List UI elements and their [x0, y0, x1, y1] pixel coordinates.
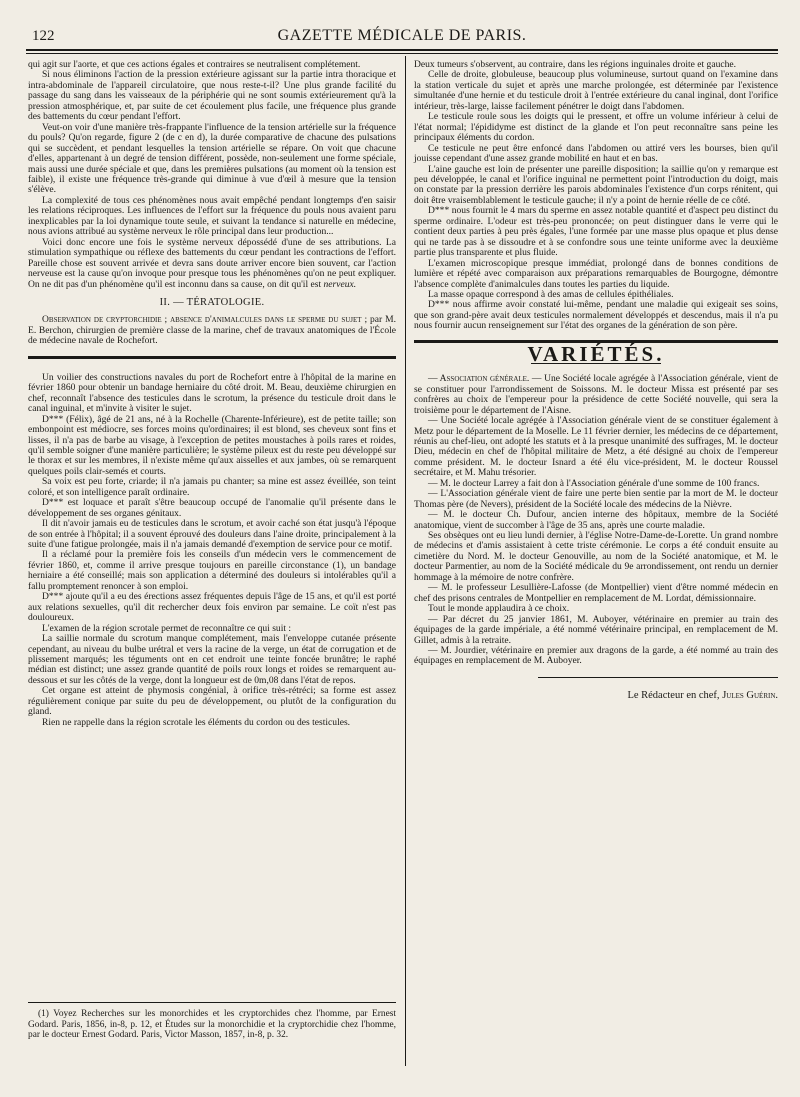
- section-title: II. — TÉRATOLOGIE.: [159, 296, 265, 308]
- page-number: 122: [32, 28, 55, 44]
- paragraph: qui agit sur l'aorte, et que ces actions égales et contraires se neutralisent complétement.: [28, 59, 361, 70]
- header-rule-thin: [26, 53, 778, 54]
- journal-title: GAZETTE MÉDICALE DE PARIS.: [277, 27, 527, 44]
- paragraph: L'aine gauche est loin de présenter une pareille disposition; la saillie qu'on y remarque est peu développée, le canal et l'orifice inguinal ne permettent point l'introduction du doigt, mais on constate par la pression derrière les parois abdominales l'existence d'un corps rénitent, qui doit être vraisemblablement le testicule gauche; il n'y a point de hernie réelle de ce côté.: [414, 163, 778, 206]
- paragraph: D*** (Félix), âgé de 21 ans, né à la Rochelle (Charente-Inférieure), est de petite taille; son embonpoint est médiocre, ses forces moins qu'ordinaires; il est blond, ses cheveux sont fins et lisses, il n'a pas de barbe au visage, à l'exception de petites moustaches à poils rares et roides, qu'il semble soigner d'une manière particulière; le système pileux est du reste peu développé sur le thorax et sur les membres, il n'existe même qu'aux aisselles et aux jambes, où se remarquent quelques poils clair-semés et courts.: [28, 413, 396, 477]
- right-column: [414, 60, 778, 701]
- paragraph: Rien ne rappelle dans la région scrotale les éléments du cordon ou des testicules.: [42, 716, 351, 728]
- paragraph: L'examen microscopique presque immédiat, prolongé dans de bonnes conditions de lumière et répété avec comparaison aux préparations remarquables de Bourgogne, démontre l'absence complète d'animalcules dans toutes les parties du liquide.: [414, 257, 778, 290]
- news-text: — Une Société locale agrégée à l'Association générale, vient de se constituer pour l'arrondissement de Soissons. M. le docteur Missa est présenté par ses confrères au choix de l'empereur pour la présidence de cette Société nouvelle, qui sera la troisième pour le département de l'Aisne.: [414, 373, 778, 416]
- observation-heading: [28, 315, 396, 346]
- news-item: Ses obsèques ont eu lieu lundi dernier, à l'église Notre-Dame-de-Lorette. Un grand nombre de médecins et d'amis assistaient à cette triste cérémonie. Le corps a été conduit ensuite au cimetière du Nord. M. le docteur Genouville, au nom de la Société anatomique, et M. le docteur Parmentier, au nom de la Société médicale du 9e arrondissement, ont rendu un dernier hommage à la mémoire de notre confrère.: [414, 530, 778, 583]
- observation-author: par M. E. Berchon, chirurgien de première classe de la marine, chef de travaux anatomiques de l'École de médecine navale de Rochefort.: [28, 314, 396, 347]
- paragraph: L'examen de la région scrotale permet de reconnaître ce qui suit :: [42, 622, 292, 634]
- news-lead: — Association générale.: [428, 373, 530, 385]
- paragraph: Un voilier des constructions navales du port de Rochefort entre à l'hôpital de la marine en février 1860 pour obtenir un bandage herniaire du côté droit. M. Beau, deuxième chirurgien en chef, reconnaît l'absence des testicules dans le scrotum, la présence du testicule droit dans le canal inguinal, et m'invite à visiter le sujet.: [28, 371, 396, 415]
- paragraph: La complexité de tous ces phénomènes nous avait empêché pendant longtemps d'en saisir les relations réciproques. Les influences de l'effort sur la fréquence du pouls nous avaient paru inexplicables par la loi dynamique toute seule, et suivant la tendance si naturelle en médecine, nous avions attribué au système nerveux le rôle principal dans leur production...: [28, 194, 396, 238]
- section-bar: [28, 356, 396, 359]
- paragraph: Il dit n'avoir jamais eu de testicules dans le scrotum, et avoir caché son état jusqu'à l'époque de son entrée à l'hôpital; il a souvent éprouvé des douleurs dans l'aine droite, principalement à la suite d'une fatigue prolongée, mais il n'a jamais demandé d'exemption de service pour ce motif.: [28, 518, 396, 551]
- footnote: [28, 1009, 396, 1041]
- paragraph: D*** nous affirme avoir constaté lui-même, pendant une maladie qui exigeait ses soins, que son grand-père avait deux testicules normalement développés et descendus, mais il n'a pu nous fournir aucun renseignement sur l'état des organes de la génération de son père.: [414, 299, 778, 332]
- paragraph: Ce testicule ne peut être enfoncé dans l'abdomen ou attiré vers les bourses, bien qu'il jouisse cependant d'une assez grande mobilité en haut et en bas.: [414, 142, 778, 165]
- paragraph: Il a réclamé pour la première fois les conseils d'un médecin vers le commencement de février 1860, et, comme il arrive presque toujours en pareille circonstance (1), un bandage herniaire a été conseillé; mais son application a déterminé des douleurs si intolérables qu'il a fallu promptement renoncer à son emploi.: [28, 549, 396, 592]
- news-item: [414, 374, 778, 416]
- paragraph-text: Voici donc encore une fois le système nerveux dépossédé d'une de ses attributions. La stimulation sympathique ou réflexe des battements du cœur pendant les contractions de l'effort. Pareille chose est souvent arrivée et devra sans doute arriver encore bien souvent, car l'action nerveuse est la cause qu'on invoque pour presque tous les phénomènes qu'on ne peut expliquer. On ne dit pas d'un phénomène qu'il est inconnu dans sa cause, on dit qu'il est: [28, 236, 396, 290]
- paragraph: La masse opaque correspond à des amas de cellules épithéliales.: [428, 288, 674, 300]
- footnote-rule: [28, 1002, 396, 1003]
- paragraph: D*** ajoute qu'il a eu des érections assez fréquentes depuis l'âge de 15 ans, et qu'il est porté aux relations sexuelles, qu'il dit rechercher deux fois environ par semaine. Le coït n'est pas douloureux.: [28, 591, 396, 624]
- paragraph: Deux tumeurs s'observent, au contraire, dans les régions inguinales droite et gauche.: [414, 59, 736, 70]
- paragraph: D*** est loquace et paraît s'être beaucoup occupé de l'anomalie qu'il présente dans le développement de ses organes génitaux.: [28, 497, 396, 519]
- news-item: Tout le monde applaudira à ce choix.: [428, 603, 570, 615]
- page-header: [26, 26, 778, 48]
- paragraph: Celle de droite, globuleuse, beaucoup plus volumineuse, surtout quand on l'examine dans la station verticale du sujet et après une marche prolongée, est déterminée par l'existence simultanée d'une hernie et du testicule droit à l'entrée extérieure du canal inginal, dont l'orifice intérieur, très-large, laisse facilement pénétrer le doigt dans l'abdomen.: [414, 69, 778, 112]
- italic-word: nerveux.: [323, 278, 357, 290]
- paragraph: [28, 238, 396, 290]
- paragraph: Sa voix est peu forte, criarde; il n'a jamais pu chanter; sa mine est assez éveillée, son teint coloré, et son intelligence paraît ordinaire.: [28, 476, 396, 498]
- news-item: — M. Jourdier, vétérinaire en premier aux dragons de la garde, a été nommé au train des équipages en remplacement de M. Auboyer.: [414, 645, 778, 667]
- news-item: — M. le professeur Lesullière-Lafosse (de Montpellier) vient d'être nommé médecin en chef des prisons centrales de Montpellier en remplacement de M. Lordat, démissionnaire.: [414, 582, 778, 604]
- left-column: [28, 60, 396, 728]
- signature-name: Jules Guérin.: [722, 689, 778, 701]
- paragraph: Le testicule roule sous les doigts qui le pressent, et offre un volume inférieur à celui de l'état normal; l'épididyme est distinct de la glande et l'on peut reconnaître sans peine les principaux éléments du cordon.: [414, 111, 778, 144]
- header-rule: [26, 49, 778, 51]
- signature-rule: [538, 677, 778, 678]
- paragraph: Cet organe est atteint de phymosis congénial, à orifice très-rétréci; sa forme est assez régulièrement conique par suite du peu de développement, ou plutôt de la configuration du gland.: [28, 685, 396, 718]
- news-item: — M. le docteur Larrey a fait don à l'Association générale d'une somme de 100 francs.: [428, 477, 760, 489]
- footnote-text: (1) Voyez Recherches sur les monorchides et les cryptorchides chez l'homme, par Ernest Godard. Paris, 1856, in-8, p. 12, et Études sur la monorchidie et la cryptorchidie chez l'homme, par le docteur Ernest Godard. Paris, Victor Masson, 1857, in-8, p. 32.: [28, 1009, 396, 1041]
- varietes-title: VARIÉTÉS.: [527, 341, 665, 366]
- paragraph: Veut-on voir d'une manière très-frappante l'influence de la tension artérielle sur la fréquence du pouls? Qu'on regarde, figure 2 (de c en d), la durée comparative de chacune des pulsations qui se succèdent, et pendant lesquelles la tension artérielle se répare. On voit que chacune d'elles, appartenant à un degré de tension différent, possède, non-seulement une forme spéciale, mais aussi une durée spéciale et que, dans les premières pulsations (au moment où la tension est faible), il existe une fréquence très-grande qui diminue à vue d'œil à mesure que la tension s'élève.: [28, 121, 396, 196]
- news-item: — L'Association générale vient de faire une perte bien sentie par la mort de M. le docteur Thomas père (de Nevers), président de la Société locale des médecins de la Nièvre.: [414, 488, 778, 510]
- news-item: — Une Société locale agrégée à l'Association générale vient de se constituer également à Metz pour le département de la Moselle. Le 11 février dernier, les médecins de ce département, réunis au chef-lieu, ont adopté les statuts et à la presque unanimité des suffrages, M. le docteur Dieu, médecin en chef de l'hôpital militaire de Metz, a été désigné au choix de l'empereur comme président. M. le docteur Isnard a été élu vice-président, M. le docteur Roussel secrétaire, et M. Mahu trésorier.: [414, 415, 778, 479]
- signature: [414, 691, 778, 701]
- paragraph: La saillie normale du scrotum manque complétement, mais l'enveloppe cutanée présente cependant, au niveau du bulbe urétral et vers la racine de la verge, un état de corrugation et de plissement marqués; les téguments ont en cet endroit une teinte foncée brunâtre; le raphé médian est distinct; une assez grande quantité de poils roux longs et roides se remarquent au-dessous et sur les côtés de la verge, dont la longueur est de 0m,08 dans l'état de repos.: [28, 633, 396, 686]
- observation-title: Observation de cryptorchidie ; absence d'animalcules dans le sperme du sujet ;: [42, 314, 368, 326]
- column-divider: [405, 56, 406, 1066]
- news-item: — M. le docteur Ch. Dufour, ancien interne des hôpitaux, membre de la Société anatomique, vient de succomber à l'âge de 35 ans, après une courte maladie.: [414, 509, 778, 531]
- paragraph: Si nous éliminons l'action de la pression extérieure agissant sur la partie intra thoracique et intra-abdominale de l'appareil circulatoire, que nous reste-t-il? Une plus grande facilité du passage du sang dans les vaisseaux de la périphérie qui ne sont soumis extérieurement qu'à la pression atmosphérique, et, par suite de cet écoulement plus facile, une fréquence plus grande des battements du cœur pendant l'effort.: [28, 69, 396, 123]
- signature-role: Le Rédacteur en chef,: [627, 689, 720, 701]
- paragraph: D*** nous fournit le 4 mars du sperme en assez notable quantité et d'aspect peu distinct du sperme ordinaire. L'odeur est très-peu prononcée; on peut distinguer dans le verre qui le contient deux parties à peu près égales, l'une formée par une masse plus opaque et plus dense qui ne tarde pas à se dissoudre et à se confondre sous une teinte uniforme avec la deuxième partie plus transparente et plus fluide.: [414, 205, 778, 259]
- news-item: — Par décret du 25 janvier 1861, M. Auboyer, vétérinaire en premier au train des équipages de la garde impériale, a été nommé vétérinaire principal, en remplacement de M. Gillet, admis à la retraite.: [414, 613, 778, 646]
